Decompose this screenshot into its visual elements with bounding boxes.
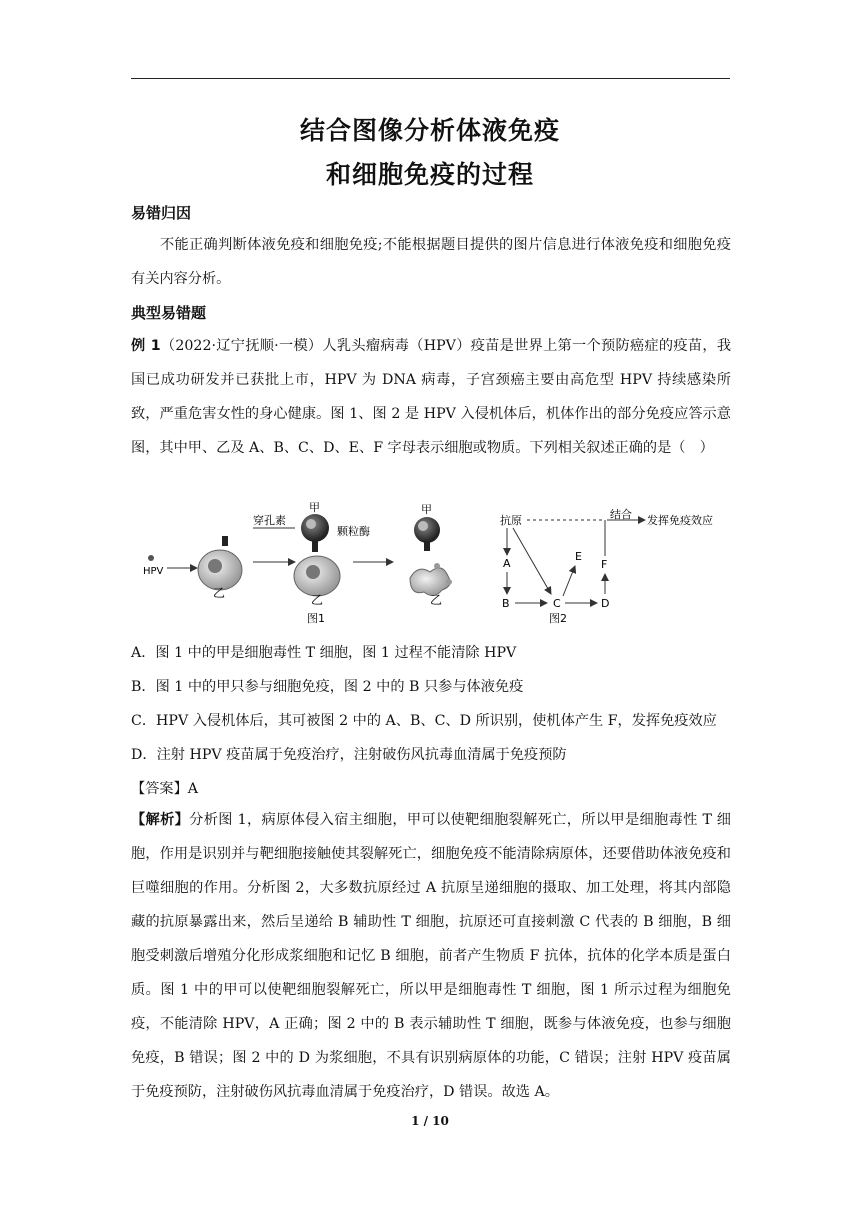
cytotoxic-t-cell-1 <box>301 514 329 552</box>
fig1-caption: 图1 <box>307 612 325 625</box>
option-d: D．注射 HPV 疫苗属于免疫治疗，注射破伤风抗毒血清属于免疫预防 <box>131 747 567 763</box>
cytotoxic-t-cell-2 <box>414 517 440 551</box>
error-cause-paragraph: 不能正确判断体液免疫和细胞免疫;不能根据题目提供的图片信息进行体液免疫和细胞免疫有关内容分析。 <box>131 237 731 287</box>
fig2-effect-label: 发挥免疫效应 <box>647 514 713 527</box>
target-cell-1 <box>198 536 242 590</box>
page-title-line2: 和细胞免疫的过程 <box>325 160 534 189</box>
fig1-jia-label-1: 甲 <box>309 501 320 514</box>
fig2-arrow-c-e <box>563 566 575 596</box>
fig2-node-a: A <box>503 557 511 570</box>
fig2-node-b: B <box>502 597 510 610</box>
example-label: 例 1 <box>131 338 161 354</box>
fig2-antigen-label: 抗原 <box>500 514 522 527</box>
fig1-jia-label-2: 甲 <box>421 503 432 516</box>
immune-response-figure <box>135 500 735 630</box>
fig1-granzyme-label: 颗粒酶 <box>337 525 370 538</box>
section-heading-typical-question: 典型易错题 <box>131 304 207 322</box>
header-rule <box>131 78 730 79</box>
fig1-hpv-label: HPV <box>143 566 164 577</box>
fig1-perforin-label: 穿孔素 <box>253 514 286 527</box>
fig2-bind-label: 结合 <box>610 508 632 521</box>
fig1-yi-label-1: 乙 <box>213 586 226 600</box>
analysis-label: 【解析】 <box>131 812 190 828</box>
page-title-line1: 结合图像分析体液免疫 <box>299 116 560 145</box>
fig1-yi-label-3: 乙 <box>430 593 443 607</box>
figure-2 <box>500 507 713 625</box>
option-b: B．图 1 中的甲只参与细胞免疫，图 2 中的 B 只参与体液免疫 <box>131 679 524 695</box>
figure-1 <box>143 501 452 625</box>
option-c: C．HPV 入侵机体后，其可被图 2 中的 A、B、C、D 所识别，使机体产生 F，发挥免疫效应 <box>131 713 717 729</box>
page-number: 1 / 10 <box>411 1114 449 1128</box>
fig2-node-d: D <box>601 597 610 610</box>
fig2-node-c: C <box>553 597 561 610</box>
target-cell-2 <box>294 556 340 596</box>
fig2-node-f: F <box>601 558 608 571</box>
hpv-virus-icon <box>148 555 154 561</box>
section-heading-error-cause: 易错归因 <box>131 204 192 222</box>
example-text: （2022·辽宁抚顺·一模）人乳头瘤病毒（HPV）疫苗是世界上第一个预防癌症的疫苗，我国已成功研发并已获批上市，HPV 为 DNA 病毒，子宫颈癌主要由高危型 HPV 持续感染所致，严重危害女性的身心健康。图 1、图 2 是 HPV 入侵机体后，机体作出的部分免疫应答示意图，其中甲、乙及 A、B、C、D、E、F 字母表示细胞或物质。下列相关叙述正确的是（ ） <box>131 338 732 456</box>
fig1-yi-label-2: 乙 <box>311 593 324 607</box>
fig2-caption: 图2 <box>549 612 567 625</box>
option-a: A．图 1 中的甲是细胞毒性 T 细胞，图 1 过程不能清除 HPV <box>131 645 517 661</box>
answer-line: 【答案】A <box>131 781 198 797</box>
example-question-paragraph <box>131 329 731 465</box>
lysed-target-cell <box>410 563 452 596</box>
analysis-paragraph <box>131 803 731 1109</box>
analysis-text: 分析图 1，病原体侵入宿主细胞，甲可以使靶细胞裂解死亡，所以甲是细胞毒性 T 细胞，作用是识别并与靶细胞接触使其裂解死亡，细胞免疫不能清除病原体，还要借助体液免疫和巨噬细胞的作用。分析图 2，大多数抗原经过 A 抗原呈递细胞的摄取、加工处理，将其内部隐藏的抗原暴露出来，然后呈递给 B 辅助性 T 细胞，抗原还可直接刺激 C 代表的 B 细胞，B 细胞受刺激后增殖分化形成浆细胞和记忆 B 细胞，前者产生物质 F 抗体，抗体的化学本质是蛋白质。图 1 中的甲可以使靶细胞裂解死亡，所以甲是细胞毒性 T 细胞，图 1 所示过程为细胞免疫，不能清除 HPV，A 正确；图 2 中的 B 表示辅助性 T 细胞，既参与体液免疫，也参与细胞免疫，B 错误；图 2 中的 D 为浆细胞，不具有识别病原体的功能，C 错误；注射 HPV 疫苗属于免疫预防，注射破伤风抗毒血清属于免疫治疗，D 错误。故选 A。 <box>131 812 731 1100</box>
fig2-arrow-antigen-c <box>513 528 551 594</box>
fig2-node-e: E <box>575 550 582 563</box>
